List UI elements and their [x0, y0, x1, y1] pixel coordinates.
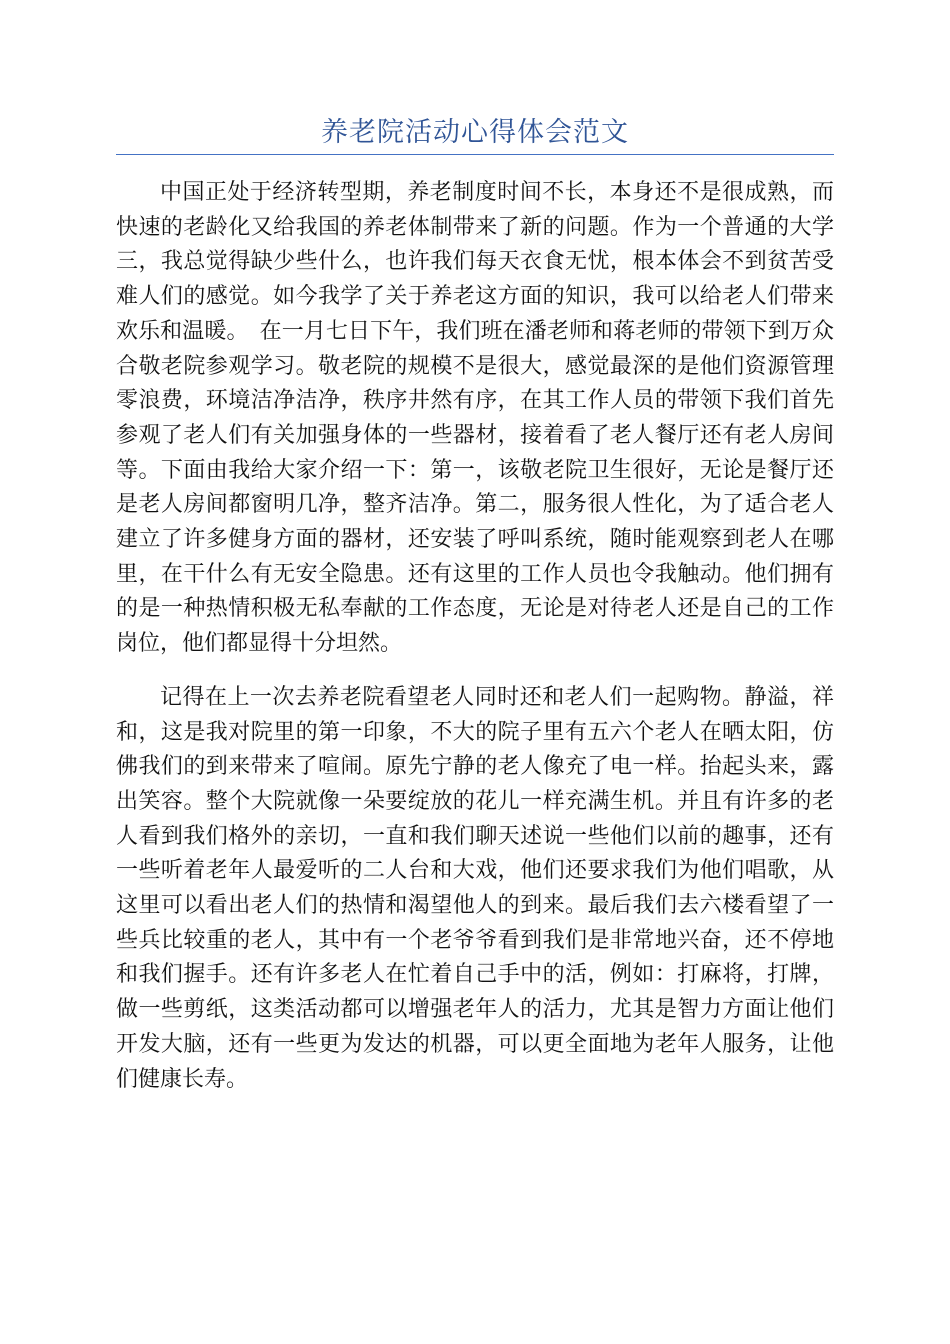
document-body	[116, 176, 834, 1097]
paragraph-1: 中国正处于经济转型期，养老制度时间不长，本身还不是很成熟，而快速的老龄化又给我国的养老体制带来了新的问题。作为一个普通的大学三，我总觉得缺少些什么，也许我们每天衣食无忧，根本体会不到贫苦受难人们的感觉。如今我学了关于养老这方面的知识，我可以给老人们带来欢乐和温暖。 在一月七日下午，我们班在潘老师和蒋老师的带领下到万众合敬老院参观学习。敬老院的规模不是很大，感觉最深的是他们资源管理零浪费，环境洁净洁净，秩序井然有序，在其工作人员的带领下我们首先参观了老人们有关加强身体的一些器材，接着看了老人餐厅还有老人房间等。下面由我给大家介绍一下：第一，该敬老院卫生很好，无论是餐厅还是老人房间都窗明几净，整齐洁净。第二，服务很人性化，为了适合老人建立了许多健身方面的器材，还安装了呼叫系统，随时能观察到老人在哪里，在干什么有无安全隐患。还有这里的工作人员也令我触动。他们拥有的是一种热情积极无私奉献的工作态度，无论是对待老人还是自己的工作岗位，他们都显得十分坦然。	[116, 180, 834, 657]
title-underline	[116, 154, 834, 155]
document-title: 养老院活动心得体会范文	[321, 117, 629, 148]
paragraph-2: 记得在上一次去养老院看望老人同时还和老人们一起购物。静溢，祥和，这是我对院里的第一印象，不大的院子里有五六个老人在晒太阳，仿佛我们的到来带来了喧闹。原先宁静的老人像充了电一样。抬起头来，露出笑容。整个大院就像一朵要绽放的花儿一样充满生机。并且有许多的老人看到我们格外的亲切，一直和我们聊天述说一些他们以前的趣事，还有一些听着老年人最爱听的二人台和大戏，他们还要求我们为他们唱歌，从这里可以看出老人们的热情和渴望他人的到来。最后我们去六楼看望了一些兵比较重的老人，其中有一个老爷爷看到我们是非常地兴奋，还不停地和我们握手。还有许多老人在忙着自己手中的活，例如：打麻将，打牌，做一些剪纸，这类活动都可以增强老年人的活力，尤其是智力方面让他们开发大脑，还有一些更为发达的机器，可以更全面地为老年人服务，让他们健康长寿。	[116, 684, 834, 1092]
